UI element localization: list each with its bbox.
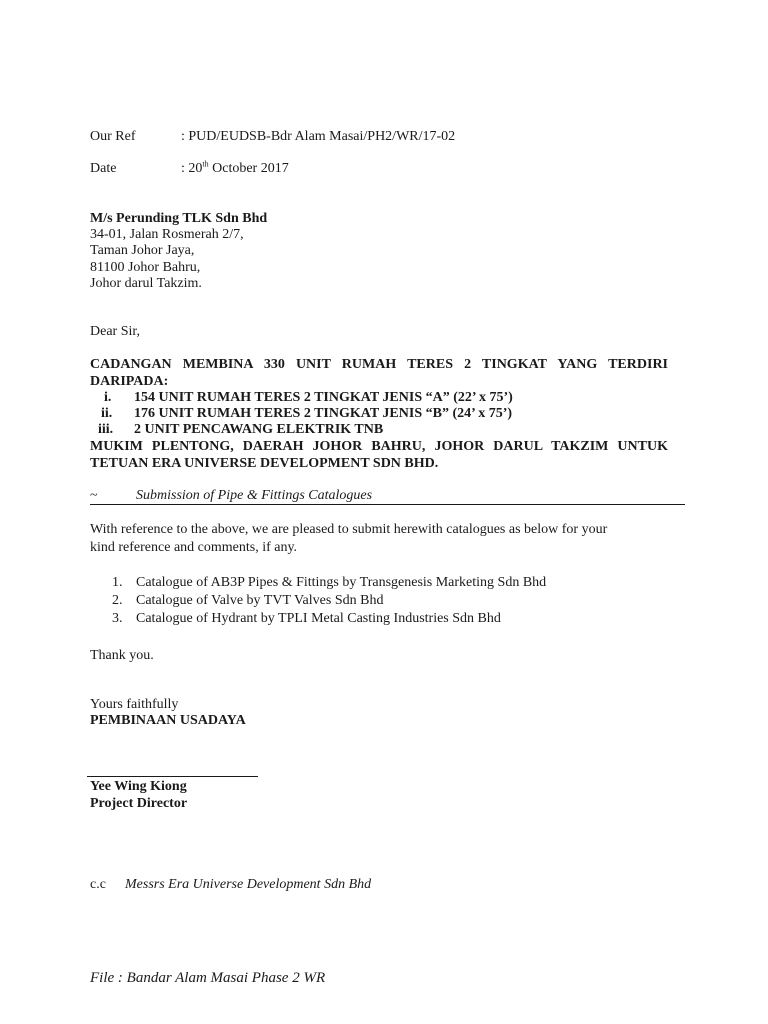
heading-item-num: ii. xyxy=(101,406,113,421)
recipient-name: M/s Perunding TLK Sdn Bhd xyxy=(90,211,268,226)
heading-item-num: i. xyxy=(104,390,112,405)
ref-value: : PUD/EUDSB-Bdr Alam Masai/PH2/WR/17-02 xyxy=(181,129,456,144)
subject-marker: ~ xyxy=(90,488,98,503)
recipient-address-line: Johor darul Takzim. xyxy=(90,276,202,291)
valediction: Yours faithfully xyxy=(90,697,179,712)
salutation: Dear Sir, xyxy=(90,324,140,339)
heading-line: CADANGAN MEMBINA 330 UNIT RUMAH TERES 2 TINGKAT YANG TERDIRI xyxy=(90,357,668,372)
date-label: Date xyxy=(90,161,117,176)
subject-underline xyxy=(90,504,685,505)
company-name: PEMBINAAN USADAYA xyxy=(90,713,246,728)
heading-item-text: 154 UNIT RUMAH TERES 2 TINGKAT JENIS “A” (22’ x 75’) xyxy=(134,390,513,405)
recipient-address-line: Taman Johor Jaya, xyxy=(90,243,195,258)
cc-label: c.c xyxy=(90,877,106,892)
list-item-num: 3. xyxy=(112,611,123,626)
list-item-num: 2. xyxy=(112,593,123,608)
cc-text: Messrs Era Universe Development Sdn Bhd xyxy=(125,877,372,892)
ref-label: Our Ref xyxy=(90,129,136,144)
recipient-address-line: 34-01, Jalan Rosmerah 2/7, xyxy=(90,227,244,242)
thanks-text: Thank you. xyxy=(90,648,154,663)
signature-line xyxy=(87,776,258,777)
list-item-num: 1. xyxy=(112,575,123,590)
list-item-text: Catalogue of Valve by TVT Valves Sdn Bhd xyxy=(136,593,384,608)
heading-item-num: iii. xyxy=(98,422,114,437)
heading-line: MUKIM PLENTONG, DAERAH JOHOR BAHRU, JOHOR DARUL TAKZIM UNTUK xyxy=(90,439,668,454)
subject-text: Submission of Pipe & Fittings Catalogues xyxy=(136,488,373,503)
file-note: File : Bandar Alam Masai Phase 2 WR xyxy=(90,970,326,986)
signer-name: Yee Wing Kiong xyxy=(90,779,187,794)
list-item-text: Catalogue of Hydrant by TPLI Metal Casting Industries Sdn Bhd xyxy=(136,611,501,626)
date-value: : 20th October 2017 xyxy=(181,159,289,176)
body-paragraph: With reference to the above, we are pleased to submit herewith catalogues as below for your xyxy=(90,522,608,537)
heading-item-text: 176 UNIT RUMAH TERES 2 TINGKAT JENIS “B” (24’ x 75’) xyxy=(134,406,513,421)
signer-title: Project Director xyxy=(90,796,188,811)
body-paragraph: kind reference and comments, if any. xyxy=(90,540,298,555)
heading-line: DARIPADA: xyxy=(90,374,169,389)
recipient-address-line: 81100 Johor Bahru, xyxy=(90,260,201,275)
heading-item-text: 2 UNIT PENCAWANG ELEKTRIK TNB xyxy=(134,422,384,437)
heading-line: TETUAN ERA UNIVERSE DEVELOPMENT SDN BHD. xyxy=(90,456,439,471)
list-item-text: Catalogue of AB3P Pipes & Fittings by Transgenesis Marketing Sdn Bhd xyxy=(136,575,547,590)
